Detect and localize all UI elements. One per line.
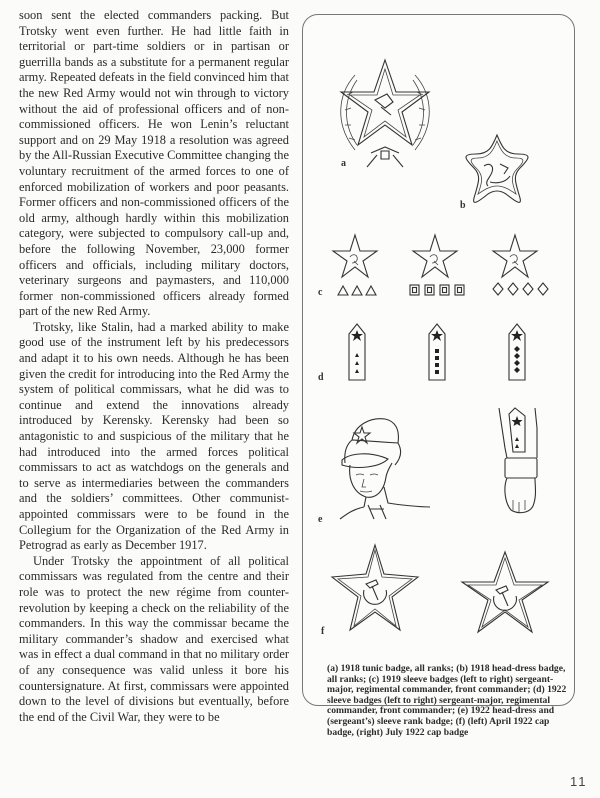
cap-visor bbox=[342, 454, 388, 468]
star-icon bbox=[493, 235, 537, 277]
hand-outline bbox=[505, 478, 536, 513]
star-icon bbox=[512, 416, 523, 426]
sleeve-rank-badge-illustration bbox=[495, 408, 545, 518]
regimental-commander-badge-d bbox=[429, 324, 445, 380]
plough-hammer-icon bbox=[375, 94, 393, 115]
star-icon bbox=[466, 135, 528, 202]
figure-label-c: c bbox=[318, 287, 323, 298]
star-icon bbox=[341, 60, 429, 145]
hammer-sickle-icon bbox=[350, 255, 358, 265]
hammer-sickle-icon bbox=[510, 255, 518, 265]
hammer-sickle-icon bbox=[430, 255, 438, 265]
body-text-column bbox=[19, 8, 289, 725]
headdress-badge-1918-illustration bbox=[460, 132, 535, 207]
figure-label-d: d bbox=[318, 372, 324, 383]
plough-hammer-icon bbox=[484, 164, 510, 186]
figure-label-f: f bbox=[321, 626, 325, 637]
soldier-headdress-illustration bbox=[340, 415, 445, 520]
tunic-badge-1918-illustration bbox=[335, 55, 435, 170]
star-icon bbox=[333, 235, 377, 277]
paragraph-3: Under Trotsky the appointment of all political commissars was regulated from the centre and their role was to protect the new régime from counter-revolution by keeping a check on the reliability of the commanders. In this way the commissar became the military commander’s shadow and exercised what was in effect a dual command in that no military order of any consequence was valid unless it bore his countersignature. At first, commissars were appointed down to the level of divisions but eventually, before the end of the Civil War, they were to be bbox=[19, 553, 289, 724]
front-commander-badge-d bbox=[509, 324, 525, 380]
square-rank-insignia bbox=[410, 285, 464, 295]
figure-label-b: b bbox=[460, 200, 466, 211]
star-icon bbox=[431, 330, 443, 341]
budenovka-cap bbox=[352, 419, 398, 443]
diamond-rank-insignia bbox=[493, 283, 548, 295]
star-icon bbox=[511, 330, 523, 341]
sleeve-badges-1919-row bbox=[330, 233, 570, 298]
cuff bbox=[505, 458, 537, 478]
star-icon bbox=[351, 330, 363, 341]
figure-caption: (a) 1918 tunic badge, all ranks; (b) 1918 head-dress badge, all ranks; (c) 1919 sleeve badges (left to right) sergeant-major, regimental commander, front commander; (d) 1922 sleeve badges (left to right) sergeant-major, regimental commander, front commander; (e) 1922 head-dress and (sergeant’s) sleeve rank badge; (f) (left) April 1922 cap badge, (right) July 1922 cap badge bbox=[327, 663, 567, 738]
sergeant-major-badge-c bbox=[333, 235, 377, 295]
april-1922-cap-badge-illustration bbox=[330, 542, 420, 632]
triangle-rank-insignia bbox=[338, 286, 376, 295]
paragraph-2: Trotsky, like Stalin, had a marked ability to make good use of the instrument left by his predecessors and adapt it to his own needs. Although he has been given the credit for introducing into the Red Army the system of political commissars, what he did was to continue and extend the innovations already introduced by Kerensky. Kerensky had been so antagonistic to and suspicious of the military that he had introduced into the armed forces political commissars to act as watchdogs on the generals and to serve as intermediaries between the commanders and the soldiers’ committees. Other communist-appointed commissars were to be found in the Collegium for the Organization of the Red Army in Petrograd as early as December 1917. bbox=[19, 319, 289, 553]
regimental-commander-badge-c bbox=[410, 235, 464, 295]
ribbon-bow bbox=[367, 147, 403, 167]
paragraph-1: soon sent the elected commanders packing. But Trotsky went even further. He had little faith in territorial or part-time soldiers or in partisan or guerrilla bands as a substitute for a permanent regular army. Repeated defeats in the field convinced him that the new Red Army would not win through to victory without the aid of professional officers and of non-commissioned officers. He won Lenin’s reluctant support and on 29 May 1918 a resolution was agreed by the All-Russian Executive Committee changing the voluntary recruitment of the armed forces to one of enforced mobilization of workers and poor peasants. Former officers and non-commissioned officers of the old army, although hardly within this mobilization category, were subjected to compulsory call-up and, before the following November, 23,000 former officers and officials, including military doctors, veterinary surgeons and paymasters, and 110,000 former non-commissioned officers already formed part of the new Red Army. bbox=[19, 8, 289, 319]
star-icon bbox=[413, 235, 457, 277]
page-number: 11 bbox=[570, 774, 588, 789]
hammer-sickle-icon bbox=[494, 586, 517, 610]
july-1922-cap-badge-illustration bbox=[460, 550, 550, 635]
figure-label-e: e bbox=[318, 514, 323, 525]
front-commander-badge-c bbox=[493, 235, 548, 295]
figure-label-a: a bbox=[341, 158, 346, 169]
hammer-sickle-icon bbox=[364, 580, 387, 604]
sleeve-outline bbox=[499, 408, 537, 458]
star-icon bbox=[332, 545, 418, 630]
wreath-outline bbox=[341, 75, 430, 150]
sleeve-badges-1922-row bbox=[345, 322, 545, 382]
sergeant-major-badge-d bbox=[349, 324, 365, 380]
